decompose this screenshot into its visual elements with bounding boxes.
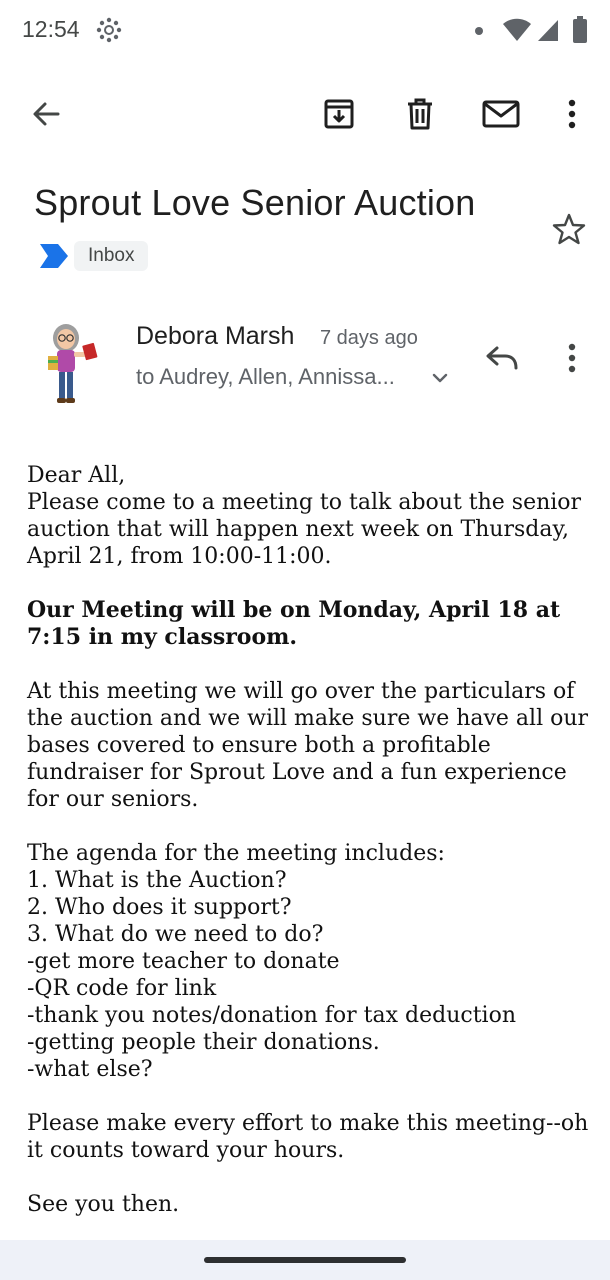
label-row: [38, 240, 148, 272]
meeting-notice-bold: Our Meeting will be on Monday, April 18 at 7:15 in my classroom.: [27, 597, 561, 650]
more-vert-icon: [566, 342, 578, 374]
mark-unread-button[interactable]: [477, 90, 525, 138]
star-button[interactable]: [546, 206, 592, 252]
top-app-bar: [0, 80, 610, 150]
back-button[interactable]: [22, 90, 70, 138]
reply-icon: [485, 344, 519, 372]
importance-marker-icon: [38, 242, 70, 270]
sender-avatar: [38, 322, 102, 406]
sent-time: 7 days ago: [320, 327, 418, 349]
cell-signal-icon: [536, 18, 560, 42]
reply-button[interactable]: [478, 334, 526, 382]
body-greeting: Dear All,: [27, 463, 126, 488]
notification-dot-icon: [475, 27, 483, 35]
app-notification-icon: [95, 16, 123, 44]
agenda-item: -QR code for link: [27, 976, 217, 1001]
agenda-item: -getting people their donations.: [27, 1030, 380, 1055]
system-nav-bar: [0, 1240, 610, 1280]
agenda-item: 2. Who does it support?: [27, 895, 292, 920]
archive-button[interactable]: [315, 90, 363, 138]
archive-icon: [322, 97, 356, 131]
body-intro: Please come to a meeting to talk about the senior auction that will happen next week on Thursday, April 21, from 10:00-11:00.: [27, 490, 582, 569]
wifi-icon: [502, 18, 532, 42]
status-bar: [0, 0, 610, 64]
battery-icon: [572, 16, 588, 44]
status-time: 12:54: [22, 16, 80, 42]
message-more-button[interactable]: [548, 334, 596, 382]
inbox-label-chip[interactable]: Inbox: [74, 241, 148, 271]
body-sign-off: See you then.: [27, 1192, 180, 1217]
mail-icon: [482, 99, 520, 129]
body-meeting-notice: [27, 597, 597, 651]
recipients-summary[interactable]: to Audrey, Allen, Annissa...: [136, 364, 395, 389]
chevron-down-icon[interactable]: [428, 366, 452, 390]
more-vert-icon: [566, 98, 578, 130]
agenda-item: -what else?: [27, 1057, 153, 1082]
trash-icon: [404, 97, 436, 131]
body-agenda-intro: The agenda for the meeting includes:: [27, 841, 445, 866]
sender-name: Debora Marsh: [136, 322, 295, 350]
body-closing-request: Please make every effort to make this meeting--oh it counts toward your hours.: [27, 1111, 589, 1163]
email-body: [27, 462, 597, 1218]
agenda-item: 3. What do we need to do?: [27, 922, 324, 947]
agenda-item: -get more teacher to donate: [27, 949, 340, 974]
agenda-item: -thank you notes/donation for tax deduction: [27, 1003, 516, 1028]
agenda-item: 1. What is the Auction?: [27, 868, 287, 893]
more-options-button[interactable]: [548, 90, 596, 138]
delete-button[interactable]: [396, 90, 444, 138]
gesture-handle[interactable]: [204, 1257, 406, 1263]
body-details: At this meeting we will go over the particulars of the auction and we will make sure we have all our bases covered to ensure both a profitable fundraiser for Sprout Love and a fun experience for our seniors.: [27, 679, 589, 812]
email-subject: Sprout Love Senior Auction: [34, 182, 476, 223]
arrow-back-icon: [30, 98, 62, 130]
star-outline-icon: [552, 212, 586, 246]
